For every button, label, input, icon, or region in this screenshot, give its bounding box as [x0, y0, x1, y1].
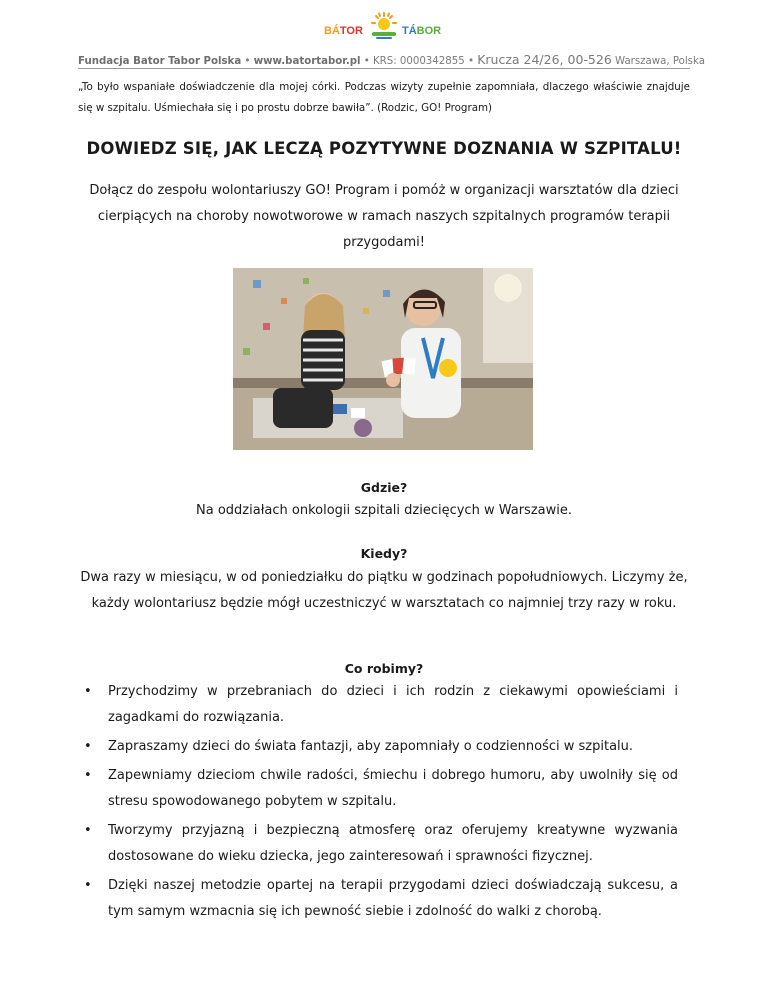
organization-name: Fundacja Bator Tabor Polska	[78, 56, 242, 67]
list-item	[80, 679, 678, 731]
bullet-icon: •	[84, 878, 92, 893]
list-item-text: Przychodzimy w przebraniach do dzieci i ich rodzin z ciekawymi opowieściami i zagadkami do rozwiązania.	[108, 684, 678, 725]
bullet-icon: •	[84, 823, 92, 838]
where-text: Na oddziałach onkologii szpitali dziecięcych w Warszawie.	[196, 503, 572, 518]
header-divider	[78, 68, 690, 69]
list-item-text: Dzięki naszej metodzie opartej na terapii przygodami dzieci doświadczają sukcesu, a tym samym wzmacnia się ich pewność siebie i zdolność do walki z chorobą.	[108, 878, 678, 919]
intro-paragraph: Dołącz do zespołu wolontariuszy GO! Program i pomóż w organizacji warsztatów dla dzieci cierpiących na choroby nowotworowe w ramach naszych szpitalnych programów terapii przygodami!	[89, 183, 679, 250]
bator-tabor-logo	[318, 12, 450, 48]
when-heading: Kiedy?	[360, 546, 408, 561]
list-item	[80, 818, 678, 870]
website-link[interactable]: www.batortabor.pl	[253, 56, 361, 67]
bullet-icon: •	[84, 739, 92, 754]
logo-word-tabor: TÁBOR	[402, 25, 442, 37]
list-item	[80, 763, 678, 815]
parent-quote: „To było wspaniałe doświadczenie dla mojej córki. Podczas wizyty zupełnie zapomniała, dlaczego właściwie znajduje się w szpitalu. Uśmiechała się i po prostu dobrze bawiła”. (Rodzic, GO! Program)	[78, 81, 690, 114]
separator: •	[464, 56, 478, 67]
when-text: Dwa razy w miesiącu, w od poniedziałku do piątku w godzinach popołudniowych. Liczymy że, każdy wolontariusz będzie mógł uczestniczyć w warsztatach co najmniej trzy razy w roku.	[80, 570, 688, 611]
city-address: Warszawa, Polska	[611, 56, 705, 67]
street-address: Krucza 24/26, 00-526	[477, 52, 612, 67]
activities-list	[80, 679, 678, 928]
logo-graphic	[318, 12, 450, 48]
what-heading: Co robimy?	[344, 661, 424, 676]
logo-tagline-bar	[372, 32, 396, 36]
logo-word-bator: BÁTOR	[324, 25, 363, 37]
list-item-text: Zapraszamy dzieci do świata fantazji, aby zapomniały o codzienności w szpitalu.	[108, 739, 634, 754]
krs-number: KRS: 0000342855	[372, 56, 465, 67]
page-title: DOWIEDZ SIĘ, JAK LECZĄ POZYTYWNE DOZNANIA W SZPITALU!	[86, 139, 682, 158]
separator: •	[360, 56, 373, 67]
bullet-icon: •	[84, 684, 92, 699]
list-item-text: Tworzymy przyjazną i bezpieczną atmosferę oraz oferujemy kreatywne wyzwania dostosowane do wieku dziecka, jego zainteresowań i sprawności fizycznej.	[108, 823, 678, 864]
where-heading: Gdzie?	[360, 480, 408, 495]
organization-header	[78, 52, 705, 67]
list-item	[80, 734, 678, 760]
bullet-icon: •	[84, 768, 92, 783]
volunteer-with-child-photo	[233, 268, 533, 450]
list-item-text: Zapewniamy dzieciom chwile radości, śmiechu i dobrego humoru, aby uwolniły się od stresu spowodowanego pobytem w szpitalu.	[108, 768, 678, 809]
sun-icon	[372, 13, 396, 30]
separator: •	[241, 56, 254, 67]
list-item	[80, 873, 678, 925]
